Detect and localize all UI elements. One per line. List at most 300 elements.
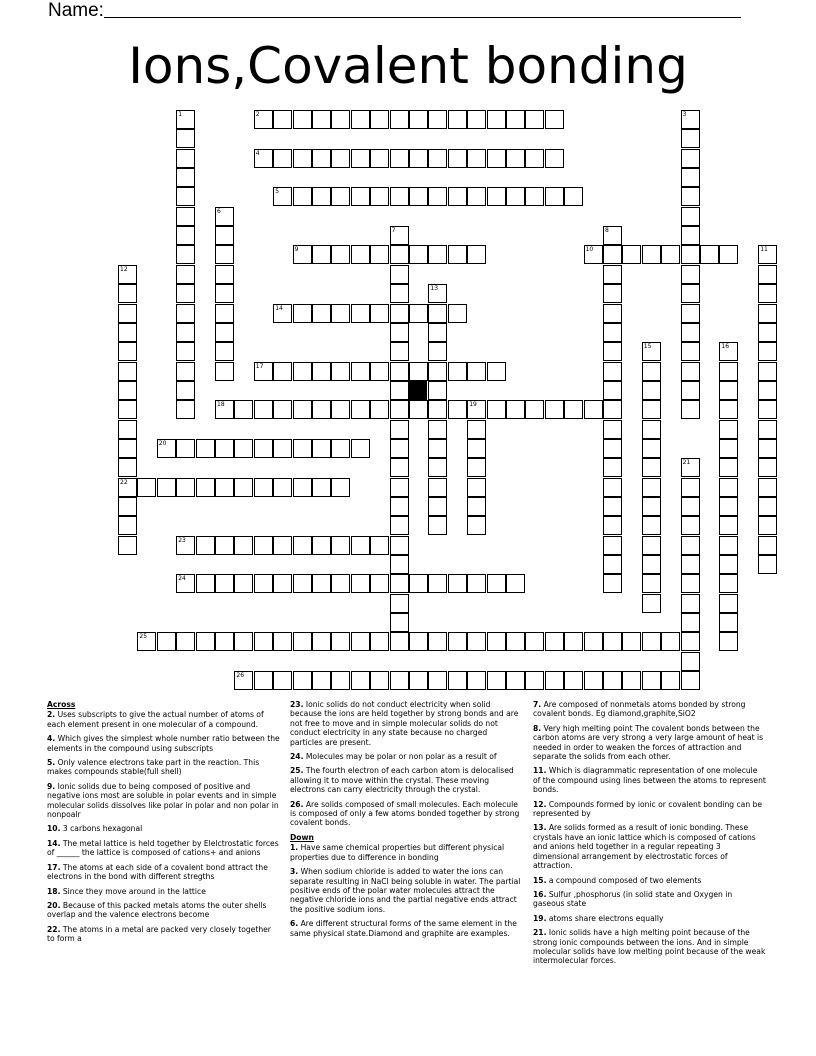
grid-cell[interactable] — [157, 632, 176, 651]
grid-cell[interactable] — [487, 632, 506, 651]
grid-cell[interactable] — [254, 536, 273, 555]
grid-cell[interactable] — [254, 574, 273, 593]
grid-cell[interactable] — [176, 110, 195, 129]
grid-cell[interactable] — [293, 478, 312, 497]
grid-cell[interactable] — [409, 671, 428, 690]
grid-cell[interactable] — [467, 439, 486, 458]
grid-cell[interactable] — [196, 632, 215, 651]
grid-cell[interactable] — [273, 671, 292, 690]
grid-cell[interactable] — [118, 516, 137, 535]
grid-cell[interactable] — [758, 439, 777, 458]
grid-cell[interactable] — [681, 342, 700, 361]
grid-cell[interactable] — [719, 497, 738, 516]
grid-cell[interactable] — [681, 458, 700, 477]
grid-cell[interactable] — [370, 574, 389, 593]
grid-cell[interactable] — [642, 632, 661, 651]
grid-cell[interactable] — [642, 362, 661, 381]
grid-cell[interactable] — [448, 632, 467, 651]
grid-cell[interactable] — [312, 536, 331, 555]
grid-cell[interactable] — [681, 129, 700, 148]
grid-cell[interactable] — [312, 671, 331, 690]
grid-cell[interactable] — [312, 574, 331, 593]
grid-cell[interactable] — [351, 536, 370, 555]
grid-cell[interactable] — [603, 245, 622, 264]
grid-cell[interactable] — [467, 420, 486, 439]
grid-cell[interactable] — [506, 574, 525, 593]
grid-cell[interactable] — [719, 458, 738, 477]
grid-cell[interactable] — [234, 574, 253, 593]
grid-cell[interactable] — [293, 439, 312, 458]
grid-cell[interactable] — [525, 671, 544, 690]
grid-cell[interactable] — [370, 149, 389, 168]
grid-cell[interactable] — [758, 478, 777, 497]
grid-cell[interactable] — [331, 110, 350, 129]
grid-cell[interactable] — [428, 381, 447, 400]
grid-cell[interactable] — [157, 439, 176, 458]
grid-cell[interactable] — [603, 458, 622, 477]
grid-cell[interactable] — [293, 110, 312, 129]
grid-cell[interactable] — [331, 536, 350, 555]
grid-cell[interactable] — [681, 652, 700, 671]
grid-cell[interactable] — [584, 632, 603, 651]
grid-cell[interactable] — [273, 362, 292, 381]
grid-cell[interactable] — [293, 574, 312, 593]
grid-cell[interactable] — [293, 304, 312, 323]
grid-cell[interactable] — [234, 439, 253, 458]
grid-cell[interactable] — [215, 574, 234, 593]
grid-cell[interactable] — [642, 516, 661, 535]
grid-cell[interactable] — [487, 187, 506, 206]
grid-cell[interactable] — [719, 516, 738, 535]
grid-cell[interactable] — [719, 536, 738, 555]
grid-cell[interactable] — [215, 362, 234, 381]
grid-cell[interactable] — [196, 574, 215, 593]
grid-cell[interactable] — [428, 671, 447, 690]
grid-cell[interactable] — [428, 149, 447, 168]
grid-cell[interactable] — [254, 632, 273, 651]
grid-cell[interactable] — [331, 478, 350, 497]
grid-cell[interactable] — [758, 284, 777, 303]
grid-cell[interactable] — [234, 400, 253, 419]
grid-cell[interactable] — [642, 536, 661, 555]
grid-cell[interactable] — [176, 168, 195, 187]
grid-cell[interactable] — [603, 497, 622, 516]
grid-cell[interactable] — [603, 420, 622, 439]
grid-cell[interactable] — [118, 478, 137, 497]
grid-cell[interactable] — [448, 574, 467, 593]
grid-cell[interactable] — [603, 574, 622, 593]
grid-cell[interactable] — [758, 323, 777, 342]
grid-cell[interactable] — [409, 245, 428, 264]
grid-cell[interactable] — [622, 245, 641, 264]
grid-cell[interactable] — [176, 400, 195, 419]
grid-cell[interactable] — [390, 400, 409, 419]
grid-cell[interactable] — [506, 632, 525, 651]
grid-cell[interactable] — [409, 110, 428, 129]
grid-cell[interactable] — [719, 400, 738, 419]
grid-cell[interactable] — [642, 478, 661, 497]
grid-cell[interactable] — [390, 439, 409, 458]
grid-cell[interactable] — [603, 226, 622, 245]
grid-cell[interactable] — [681, 207, 700, 226]
grid-cell[interactable] — [390, 342, 409, 361]
grid-cell[interactable] — [681, 478, 700, 497]
grid-cell[interactable] — [758, 304, 777, 323]
grid-cell[interactable] — [351, 632, 370, 651]
grid-cell[interactable] — [719, 362, 738, 381]
grid-cell[interactable] — [176, 342, 195, 361]
grid-cell[interactable] — [370, 245, 389, 264]
grid-cell[interactable] — [564, 671, 583, 690]
grid-cell[interactable] — [428, 187, 447, 206]
grid-cell[interactable] — [370, 632, 389, 651]
grid-cell[interactable] — [176, 439, 195, 458]
grid-cell[interactable] — [176, 265, 195, 284]
grid-cell[interactable] — [118, 458, 137, 477]
grid-cell[interactable] — [215, 265, 234, 284]
grid-cell[interactable] — [719, 632, 738, 651]
grid-cell[interactable] — [719, 574, 738, 593]
grid-cell[interactable] — [564, 632, 583, 651]
grid-cell[interactable] — [215, 245, 234, 264]
grid-cell[interactable] — [176, 129, 195, 148]
grid-cell[interactable] — [758, 265, 777, 284]
grid-cell[interactable] — [312, 149, 331, 168]
grid-cell[interactable] — [681, 149, 700, 168]
grid-cell[interactable] — [234, 478, 253, 497]
grid-cell[interactable] — [758, 400, 777, 419]
grid-cell[interactable] — [719, 555, 738, 574]
grid-cell[interactable] — [409, 632, 428, 651]
grid-cell[interactable] — [118, 381, 137, 400]
grid-cell[interactable] — [234, 536, 253, 555]
grid-cell[interactable] — [118, 420, 137, 439]
grid-cell[interactable] — [603, 555, 622, 574]
grid-cell[interactable] — [428, 284, 447, 303]
grid-cell[interactable] — [545, 110, 564, 129]
grid-cell[interactable] — [351, 149, 370, 168]
grid-cell[interactable] — [118, 304, 137, 323]
grid-cell[interactable] — [351, 400, 370, 419]
grid-cell[interactable] — [351, 304, 370, 323]
grid-cell[interactable] — [390, 304, 409, 323]
grid-cell[interactable] — [390, 555, 409, 574]
grid-cell[interactable] — [603, 400, 622, 419]
grid-cell[interactable] — [312, 439, 331, 458]
grid-cell[interactable] — [409, 149, 428, 168]
grid-cell[interactable] — [331, 304, 350, 323]
grid-cell[interactable] — [118, 342, 137, 361]
grid-cell[interactable] — [273, 187, 292, 206]
grid-cell[interactable] — [312, 110, 331, 129]
grid-cell[interactable] — [234, 632, 253, 651]
grid-cell[interactable] — [390, 245, 409, 264]
grid-cell[interactable] — [681, 168, 700, 187]
grid-cell[interactable] — [293, 187, 312, 206]
grid-cell[interactable] — [448, 671, 467, 690]
grid-cell[interactable] — [370, 362, 389, 381]
grid-cell[interactable] — [719, 613, 738, 632]
grid-cell[interactable] — [428, 400, 447, 419]
grid-cell[interactable] — [273, 400, 292, 419]
grid-cell[interactable] — [564, 187, 583, 206]
grid-cell[interactable] — [351, 187, 370, 206]
grid-cell[interactable] — [157, 478, 176, 497]
grid-cell[interactable] — [719, 594, 738, 613]
grid-cell[interactable] — [603, 342, 622, 361]
grid-cell[interactable] — [331, 439, 350, 458]
grid-cell[interactable] — [661, 245, 680, 264]
grid-cell[interactable] — [176, 632, 195, 651]
grid-cell[interactable] — [234, 671, 253, 690]
grid-cell[interactable] — [603, 536, 622, 555]
grid-cell[interactable] — [312, 632, 331, 651]
grid-cell[interactable] — [331, 362, 350, 381]
grid-cell[interactable] — [719, 478, 738, 497]
grid-cell[interactable] — [681, 323, 700, 342]
grid-cell[interactable] — [428, 110, 447, 129]
grid-cell[interactable] — [758, 458, 777, 477]
grid-cell[interactable] — [390, 497, 409, 516]
grid-cell[interactable] — [370, 536, 389, 555]
grid-cell[interactable] — [603, 304, 622, 323]
grid-cell[interactable] — [642, 439, 661, 458]
grid-cell[interactable] — [196, 536, 215, 555]
grid-cell[interactable] — [428, 632, 447, 651]
grid-cell[interactable] — [545, 149, 564, 168]
grid-cell[interactable] — [351, 574, 370, 593]
grid-cell[interactable] — [273, 632, 292, 651]
grid-cell[interactable] — [390, 362, 409, 381]
grid-cell[interactable] — [642, 497, 661, 516]
grid-cell[interactable] — [390, 284, 409, 303]
grid-cell[interactable] — [409, 574, 428, 593]
grid-cell[interactable] — [622, 632, 641, 651]
grid-cell[interactable] — [331, 400, 350, 419]
grid-cell[interactable] — [545, 632, 564, 651]
grid-cell[interactable] — [584, 671, 603, 690]
grid-cell[interactable] — [603, 323, 622, 342]
grid-cell[interactable] — [196, 439, 215, 458]
grid-cell[interactable] — [661, 671, 680, 690]
grid-cell[interactable] — [758, 342, 777, 361]
grid-cell[interactable] — [428, 439, 447, 458]
grid-cell[interactable] — [312, 400, 331, 419]
grid-cell[interactable] — [525, 110, 544, 129]
grid-cell[interactable] — [603, 632, 622, 651]
grid-cell[interactable] — [137, 478, 156, 497]
grid-cell[interactable] — [525, 400, 544, 419]
grid-cell[interactable] — [564, 400, 583, 419]
grid-cell[interactable] — [331, 671, 350, 690]
grid-cell[interactable] — [681, 187, 700, 206]
grid-cell[interactable] — [390, 516, 409, 535]
grid-cell[interactable] — [467, 632, 486, 651]
grid-cell[interactable] — [312, 245, 331, 264]
grid-cell[interactable] — [758, 516, 777, 535]
grid-cell[interactable] — [215, 342, 234, 361]
grid-cell[interactable] — [312, 362, 331, 381]
grid-cell[interactable] — [428, 245, 447, 264]
grid-cell[interactable] — [370, 110, 389, 129]
grid-cell[interactable] — [681, 632, 700, 651]
grid-cell[interactable] — [176, 226, 195, 245]
grid-cell[interactable] — [390, 632, 409, 651]
grid-cell[interactable] — [176, 323, 195, 342]
grid-cell[interactable] — [390, 478, 409, 497]
grid-cell[interactable] — [176, 245, 195, 264]
grid-cell[interactable] — [603, 671, 622, 690]
grid-cell[interactable] — [176, 149, 195, 168]
grid-cell[interactable] — [118, 497, 137, 516]
grid-cell[interactable] — [681, 594, 700, 613]
grid-cell[interactable] — [428, 478, 447, 497]
grid-cell[interactable] — [254, 478, 273, 497]
grid-cell[interactable] — [390, 149, 409, 168]
grid-cell[interactable] — [467, 149, 486, 168]
grid-cell[interactable] — [506, 110, 525, 129]
grid-cell[interactable] — [428, 323, 447, 342]
grid-cell[interactable] — [254, 671, 273, 690]
grid-cell[interactable] — [681, 497, 700, 516]
grid-cell[interactable] — [118, 284, 137, 303]
grid-cell[interactable] — [642, 594, 661, 613]
grid-cell[interactable] — [273, 536, 292, 555]
grid-cell[interactable] — [681, 226, 700, 245]
grid-cell[interactable] — [467, 187, 486, 206]
grid-cell[interactable] — [525, 149, 544, 168]
grid-cell[interactable] — [215, 439, 234, 458]
grid-cell[interactable] — [603, 478, 622, 497]
grid-cell[interactable] — [351, 439, 370, 458]
grid-cell[interactable] — [681, 516, 700, 535]
grid-cell[interactable] — [409, 400, 428, 419]
grid-cell[interactable] — [448, 400, 467, 419]
grid-cell[interactable] — [448, 362, 467, 381]
grid-cell[interactable] — [215, 478, 234, 497]
grid-cell[interactable] — [390, 671, 409, 690]
grid-cell[interactable] — [331, 574, 350, 593]
grid-cell[interactable] — [176, 187, 195, 206]
grid-cell[interactable] — [622, 671, 641, 690]
grid-cell[interactable] — [370, 304, 389, 323]
grid-cell[interactable] — [176, 574, 195, 593]
grid-cell[interactable] — [390, 381, 409, 400]
grid-cell[interactable] — [428, 458, 447, 477]
grid-cell[interactable] — [719, 245, 738, 264]
grid-cell[interactable] — [293, 400, 312, 419]
grid-cell[interactable] — [273, 304, 292, 323]
grid-cell[interactable] — [312, 304, 331, 323]
grid-cell[interactable] — [661, 632, 680, 651]
grid-cell[interactable] — [525, 632, 544, 651]
grid-cell[interactable] — [506, 149, 525, 168]
grid-cell[interactable] — [351, 110, 370, 129]
grid-cell[interactable] — [390, 323, 409, 342]
grid-cell[interactable] — [390, 187, 409, 206]
grid-cell[interactable] — [118, 265, 137, 284]
grid-cell[interactable] — [312, 478, 331, 497]
grid-cell[interactable] — [681, 110, 700, 129]
grid-cell[interactable] — [331, 187, 350, 206]
grid-cell[interactable] — [681, 381, 700, 400]
grid-cell[interactable] — [215, 536, 234, 555]
grid-cell[interactable] — [254, 149, 273, 168]
grid-cell[interactable] — [487, 110, 506, 129]
grid-cell[interactable] — [545, 187, 564, 206]
grid-cell[interactable] — [428, 420, 447, 439]
grid-cell[interactable] — [428, 342, 447, 361]
grid-cell[interactable] — [428, 516, 447, 535]
grid-cell[interactable] — [215, 284, 234, 303]
grid-cell[interactable] — [215, 323, 234, 342]
grid-cell[interactable] — [293, 149, 312, 168]
grid-cell[interactable] — [642, 555, 661, 574]
grid-cell[interactable] — [487, 149, 506, 168]
grid-cell[interactable] — [428, 362, 447, 381]
grid-cell[interactable] — [351, 245, 370, 264]
grid-cell[interactable] — [642, 458, 661, 477]
grid-cell[interactable] — [603, 284, 622, 303]
grid-cell[interactable] — [390, 613, 409, 632]
grid-cell[interactable] — [642, 342, 661, 361]
grid-cell[interactable] — [487, 671, 506, 690]
grid-cell[interactable] — [642, 574, 661, 593]
grid-cell[interactable] — [681, 574, 700, 593]
grid-cell[interactable] — [719, 420, 738, 439]
grid-cell[interactable] — [176, 536, 195, 555]
grid-cell[interactable] — [215, 226, 234, 245]
grid-cell[interactable] — [428, 574, 447, 593]
grid-cell[interactable] — [584, 400, 603, 419]
grid-cell[interactable] — [390, 458, 409, 477]
grid-cell[interactable] — [293, 536, 312, 555]
grid-cell[interactable] — [719, 342, 738, 361]
grid-cell[interactable] — [700, 245, 719, 264]
grid-cell[interactable] — [331, 149, 350, 168]
grid-cell[interactable] — [758, 362, 777, 381]
grid-cell[interactable] — [118, 362, 137, 381]
grid-cell[interactable] — [293, 245, 312, 264]
grid-cell[interactable] — [603, 439, 622, 458]
grid-cell[interactable] — [390, 574, 409, 593]
grid-cell[interactable] — [293, 671, 312, 690]
grid-cell[interactable] — [409, 187, 428, 206]
grid-cell[interactable] — [370, 671, 389, 690]
grid-cell[interactable] — [467, 458, 486, 477]
grid-cell[interactable] — [448, 110, 467, 129]
grid-cell[interactable] — [681, 245, 700, 264]
grid-cell[interactable] — [681, 362, 700, 381]
grid-cell[interactable] — [370, 400, 389, 419]
grid-cell[interactable] — [681, 304, 700, 323]
grid-cell[interactable] — [603, 516, 622, 535]
grid-cell[interactable] — [215, 207, 234, 226]
grid-cell[interactable] — [351, 362, 370, 381]
grid-cell[interactable] — [176, 284, 195, 303]
grid-cell[interactable] — [506, 400, 525, 419]
grid-cell[interactable] — [681, 400, 700, 419]
grid-cell[interactable] — [642, 420, 661, 439]
grid-cell[interactable] — [719, 381, 738, 400]
grid-cell[interactable] — [196, 478, 215, 497]
grid-cell[interactable] — [525, 187, 544, 206]
grid-cell[interactable] — [390, 420, 409, 439]
grid-cell[interactable] — [409, 362, 428, 381]
grid-cell[interactable] — [758, 536, 777, 555]
grid-cell[interactable] — [642, 400, 661, 419]
grid-cell[interactable] — [681, 284, 700, 303]
